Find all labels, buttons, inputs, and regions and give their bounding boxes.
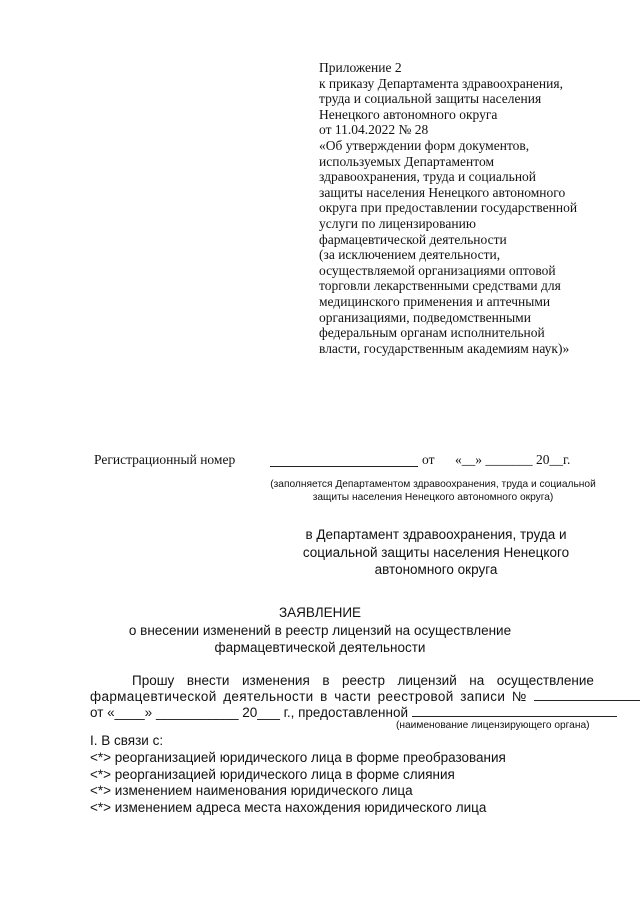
appendix-line: используемых Департаментом [319, 153, 494, 169]
document-subtitle: о внесении изменений в реестр лицензий на осуществление [128, 623, 512, 638]
reason-item: <*> реорганизацией юридического лица в форме слияния [90, 766, 455, 782]
reasons-list [90, 733, 506, 817]
appendix-line: Ненецкого автономного округа [319, 106, 498, 122]
registration-label: Регистрационный номер [94, 452, 236, 467]
appendix-line: организациями, подведомственными [319, 309, 531, 325]
appendix-line: труда и социальной защиты населения [319, 91, 542, 107]
appendix-line: торговли лекарственными средствами для [319, 278, 561, 294]
body-word: на [469, 673, 485, 688]
body-word: в [322, 673, 330, 688]
registry-record-number-field[interactable] [534, 689, 640, 701]
document-title: ЗАЯВЛЕНИЕ [278, 605, 362, 620]
body-word: изменения [241, 673, 310, 688]
licensing-authority-note: (наименование лицензирующего органа) [396, 720, 590, 731]
appendix-line: «Об утверждении форм документов, [319, 137, 530, 153]
appendix-line: от 11.04.2022 № 28 [319, 122, 429, 138]
appendix-line: (за исключением деятельности, [319, 247, 501, 263]
body-word: реестр [342, 673, 385, 688]
body-word: осуществление [496, 673, 594, 688]
appendix-line: к приказу Департамента здравоохранения, [319, 75, 563, 91]
registration-note: (заполняется Департаментом здравоохранения, труда и социальной защиты населения Ненецкого автономного округа) [270, 479, 596, 503]
licensing-authority-field[interactable] [412, 705, 617, 717]
appendix-line: округа при предоставлении государственной [319, 200, 578, 216]
reason-item: <*> изменением адреса места нахождения юридического лица [90, 800, 487, 816]
body-word: Прошу [132, 673, 175, 688]
registration-number-field[interactable] [270, 466, 418, 467]
document-subtitle: фармацевтической деятельности [214, 640, 426, 655]
appendix-block [319, 60, 619, 356]
body-text: от «____» ___________ 20___ г., предоставленной [90, 705, 409, 720]
addressee: в Департамент здравоохранения, труда и социальной защиты населения Ненецкого автономного округа [302, 527, 570, 577]
appendix-line: Приложение 2 [319, 60, 402, 75]
body-word: лицензий [397, 673, 457, 688]
registration-from-label: от [422, 452, 435, 467]
reason-item: <*> изменением наименования юридического лица [90, 783, 413, 799]
reasons-intro: I. В связи с: [90, 733, 164, 748]
appendix-line: услуги по лицензированию [319, 215, 476, 231]
body-line-2 [90, 689, 594, 704]
appendix-line: власти, государственным академиям наук)» [319, 340, 570, 356]
body-word: внести [186, 673, 230, 688]
body-line-1 [90, 673, 594, 688]
appendix-line: осуществляемой организациями оптовой [319, 262, 556, 278]
body-text: фармацевтической деятельности в части реестровой записи № [90, 689, 527, 704]
appendix-line: федеральным органам исполнительной [319, 325, 545, 341]
appendix-line: здравоохранения, труда и социальной [319, 169, 537, 185]
registration-date-field[interactable]: «__» _______ 20__г. [455, 452, 571, 467]
appendix-line: медицинского применения и аптечными [319, 293, 551, 309]
appendix-line: защиты населения Ненецкого автономного [319, 184, 566, 200]
reason-item: <*> реорганизацией юридического лица в форме преобразования [90, 749, 506, 765]
appendix-line: фармацевтической деятельности [319, 231, 507, 247]
body-line-3 [90, 705, 594, 720]
